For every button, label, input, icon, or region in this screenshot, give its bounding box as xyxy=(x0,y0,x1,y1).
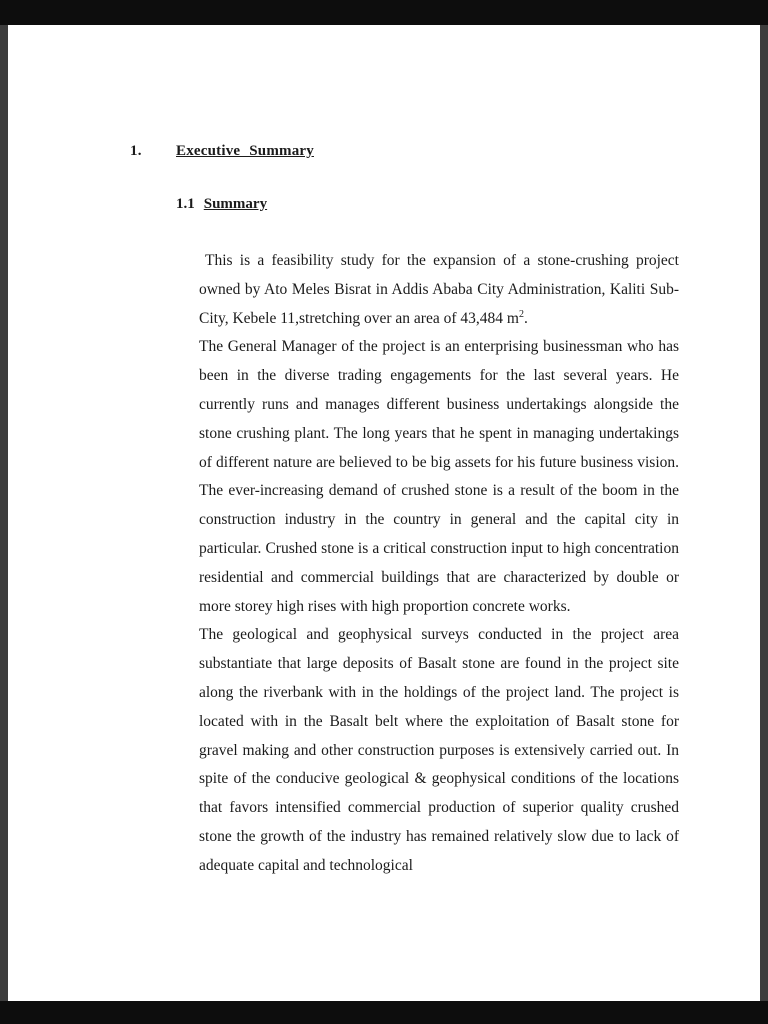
subsection-heading xyxy=(176,196,768,213)
section-title: Executive Summary xyxy=(176,143,314,159)
superscript-2: 2 xyxy=(518,308,524,320)
paragraph-2: The General Manager of the project is an enterprising businessman who has been in the diverse trading engagements for the last several years. He currently runs and manages different business undertakings alongside the stone crushing plant. The long years that he spent in managing undertakings of different nature are believed to be big assets for his future business vision. The ever-increasing demand of crushed stone is a result of the boom in the construction industry in the country in general and the capital city in particular. Crushed stone is a critical construction input to high concentration residential and commercial buildings that are characterized by double or more storey high rises with high proportion concrete works. xyxy=(199,338,679,615)
subsection-title: Summary xyxy=(203,196,268,212)
bottom-black-bar xyxy=(0,1001,768,1024)
subsection-number: 1.1 xyxy=(176,196,195,212)
top-black-bar xyxy=(0,0,768,25)
paragraph-1 xyxy=(199,247,679,333)
paragraph-3: The geological and geophysical surveys conducted in the project area substantiate that large deposits of Basalt stone are found in the project site along the riverbank with in the holdings of the project land. The project is located with in the Basalt belt where the exploitation of Basalt stone for gravel making and other construction purposes is extensively carried out. In spite of the conducive geological & geophysical conditions of the locations that favors intensified commercial production of superior quality crushed stone the growth of the industry has remained relatively slow due to lack of adequate capital and technological xyxy=(199,626,679,874)
section-number: 1. xyxy=(130,143,142,159)
body-text xyxy=(199,247,679,881)
paragraph-1-text: This is a feasibility study for the expansion of a stone-crushing project owned by Ato Meles Bisrat in Addis Ababa City Administration, Kaliti Sub-City, Kebele 11,stretching over an area of 43,484 m xyxy=(199,252,679,327)
document-page xyxy=(0,25,768,1001)
section-heading xyxy=(130,143,768,160)
paragraph-1-end: . xyxy=(523,309,528,327)
